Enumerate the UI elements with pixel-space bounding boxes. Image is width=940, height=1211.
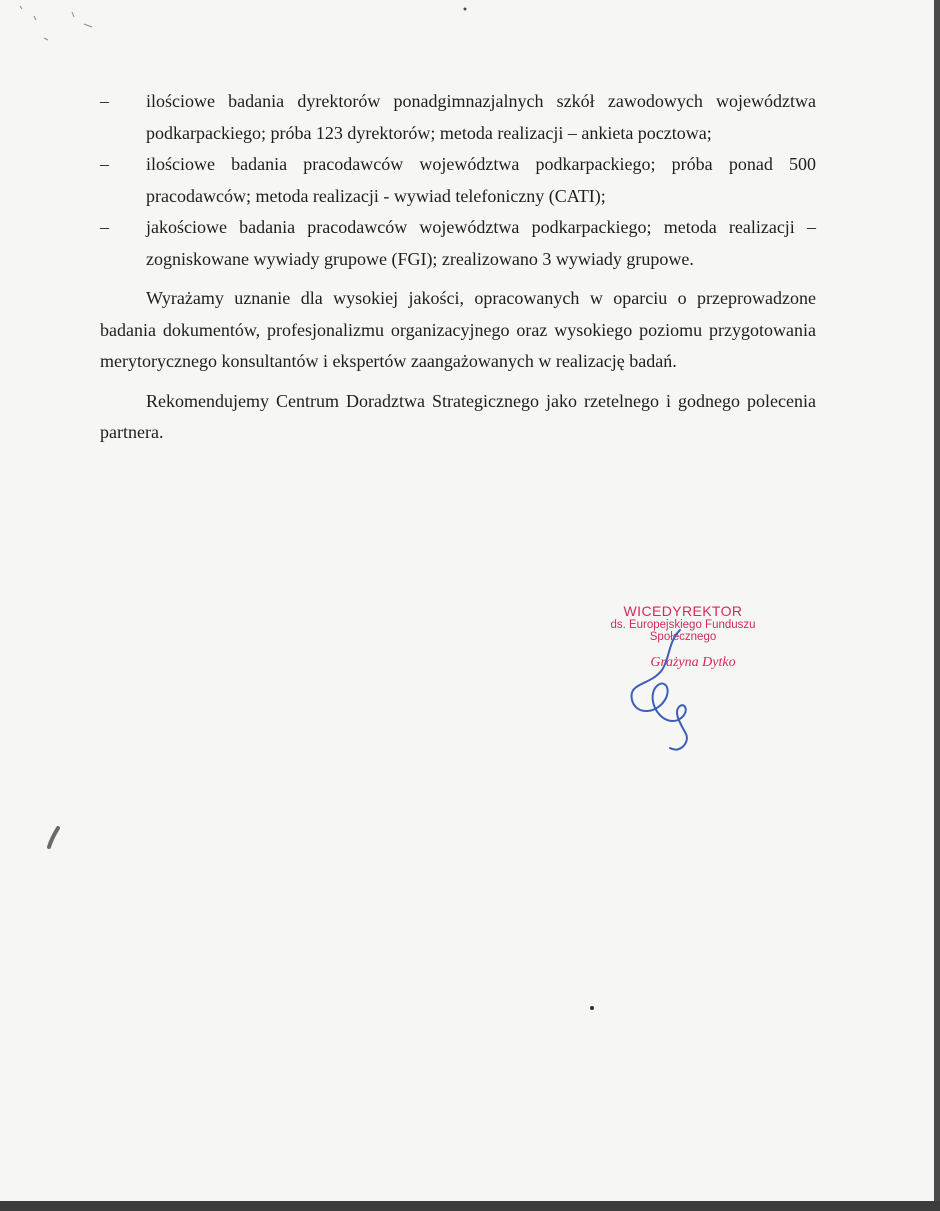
list-item-text: jakościowe badania pracodawców województwa podkarpackiego; metoda realizacji – zogniskowane wywiady grupowe (FGI); zrealizowano 3 wywiady grupowe. — [146, 217, 816, 269]
appreciation-paragraph: Wyrażamy uznanie dla wysokiej jakości, opracowanych w oparciu o przeprowadzone badania dokumentów, profesjonalizmu organizacyjnego oraz wysokiego poziomu przygotowania merytorycznego konsultantów i ekspertów zaangażowanych w realizację badań. — [100, 288, 816, 371]
scan-smudge-mark — [46, 826, 62, 850]
list-item-text: ilościowe badania pracodawców województwa podkarpackiego; próba ponad 500 pracodawców; metoda realizacji - wywiad telefoniczny (CATI); — [146, 154, 816, 206]
scan-dot-mark-top — [462, 6, 468, 12]
research-methods-list — [100, 86, 816, 275]
handwritten-signature — [610, 622, 720, 762]
letter-body — [100, 86, 816, 449]
bullet-dash: – — [100, 154, 109, 174]
bullet-dash: – — [100, 217, 109, 237]
scan-right-edge — [934, 0, 940, 1211]
list-item-text: ilościowe badania dyrektorów ponadgimnazjalnych szkół zawodowych województwa podkarpackiego; próba 123 dyrektorów; metoda realizacji – ankieta pocztowa; — [146, 91, 816, 143]
list-item — [100, 149, 816, 212]
bullet-dash: – — [100, 91, 109, 111]
list-item — [100, 212, 816, 275]
stamp-title: WICEDYREKTOR — [623, 603, 743, 619]
list-item — [100, 86, 816, 149]
scan-speck-marks — [10, 0, 110, 50]
stamp-department-line-2: Społecznego — [649, 631, 717, 643]
scan-bottom-edge — [0, 1201, 940, 1211]
scan-dot-mark — [588, 1004, 596, 1012]
stamp-department-line: ds. Europejskiego Funduszu — [610, 619, 756, 631]
stamp-signatory-name: Grażyna Dytko — [650, 655, 736, 670]
recommendation-paragraph: Rekomendujemy Centrum Doradztwa Strategicznego jako rzetelnego i godnego polecenia partnera. — [100, 390, 816, 442]
